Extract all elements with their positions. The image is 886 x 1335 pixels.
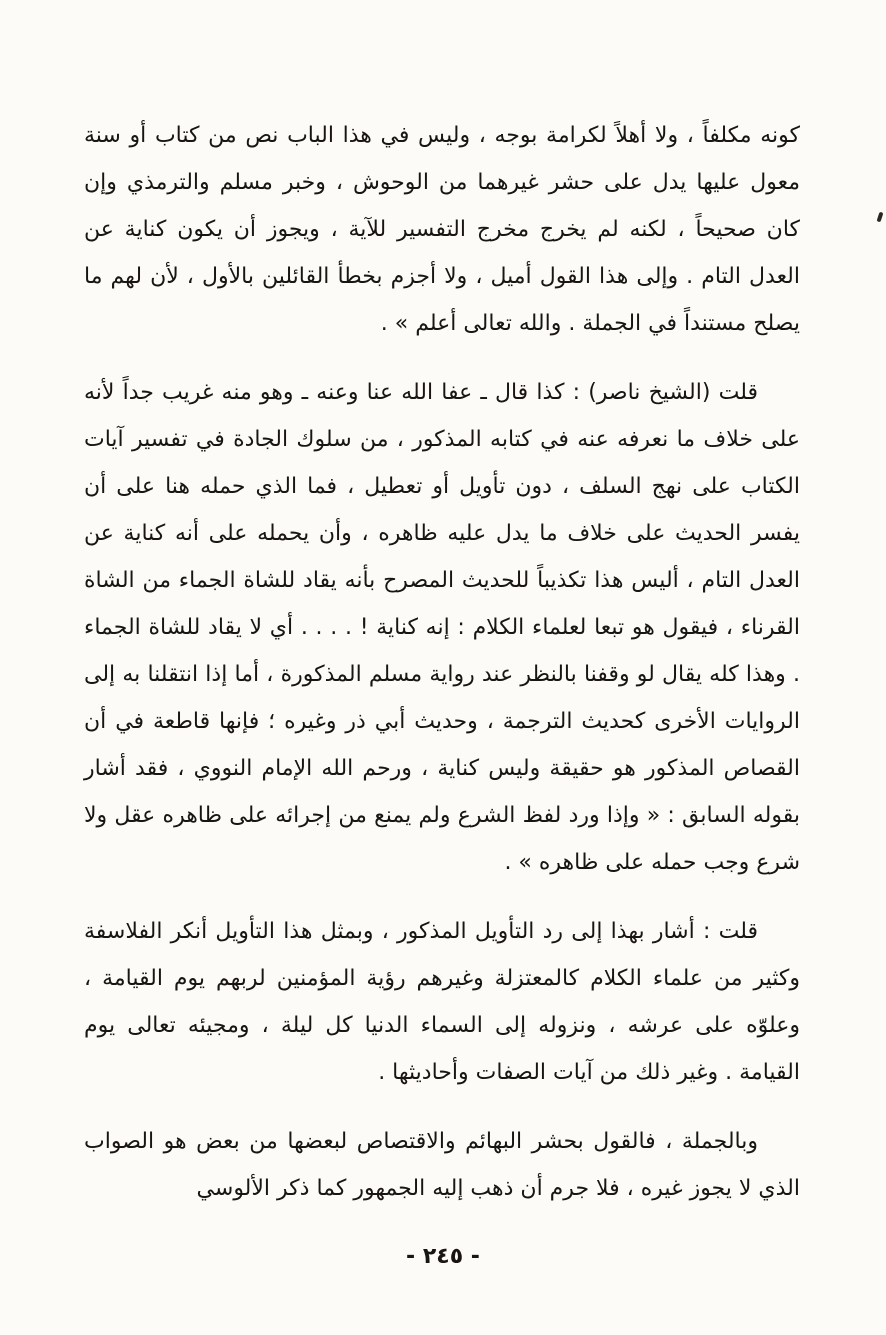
paragraph: وبالجملة ، فالقول بحشر البهائم والاقتصاص لبعضها من بعض هو الصواب الذي لا يجوز غيره ، فلا جرم أن ذهب إليه الجمهور كما ذكر الألوسي (84, 1129, 800, 1201)
paragraph: قلت : أشار بهذا إلى رد التأويل المذكور ، وبمثل هذا التأويل أنكر الفلاسفة وكثير من علماء الكلام كالمعتزلة وغيرهم رؤية المؤمنين لربهم يوم القيامة ، وعلوّه على عرشه ، ونزوله إلى السماء الدنيا كل ليلة ، ومجيئه تعالى يوم القيامة . وغير ذلك من آيات الصفات وأحاديثها . (84, 919, 800, 1085)
scan-artifact (877, 212, 884, 223)
page-text (84, 112, 800, 1234)
page-number: - ٢٤٥ - (406, 1244, 480, 1269)
paragraph: قلت (الشيخ ناصر) : كذا قال ـ عفا الله عنا وعنه ـ وهو منه غريب جداً لأنه على خلاف ما نعرفه عنه في كتابه المذكور ، من سلوك الجادة في تفسير آيات الكتاب على نهج السلف ، دون تأويل أو تعطيل ، فما الذي حمله هنا على أن يفسر الحديث على خلاف ما يدل عليه ظاهره ، وأن يحمله على أنه كناية عن العدل التام ، أليس هذا تكذيباً للحديث المصرح بأنه يقاد للشاة الجماء من الشاة القرناء ، فيقول هو تبعا لعلماء الكلام : إنه كناية ! . . . . أي لا يقاد للشاة الجماء . وهذا كله يقال لو وقفنا بالنظر عند رواية مسلم المذكورة ، أما إذا انتقلنا به إلى الروايات الأخرى كحديث الترجمة ، وحديث أبي ذر وغيره ؛ فإنها قاطعة في أن القصاص المذكور هو حقيقة وليس كناية ، ورحم الله الإمام النووي ، فقد أشار بقوله السابق : « وإذا ورد لفظ الشرع ولم يمنع من إجرائه على ظاهره عقل ولا شرع وجب حمله على ظاهره » . (84, 380, 800, 875)
paragraph: كونه مكلفاً ، ولا أهلاً لكرامة بوجه ، وليس في هذا الباب نص من كتاب أو سنة معول عليها يدل على حشر غيرهما من الوحوش ، وخبر مسلم والترمذي وإن كان صحيحاً ، لكنه لم يخرج مخرج التفسير للآية ، ويجوز أن يكون كناية عن العدل التام . وإلى هذا القول أميل ، ولا أجزم بخطأ القائلين بالأول ، لأن لهم ما يصلح مستنداً في الجملة . والله تعالى أعلم » . (84, 123, 800, 336)
